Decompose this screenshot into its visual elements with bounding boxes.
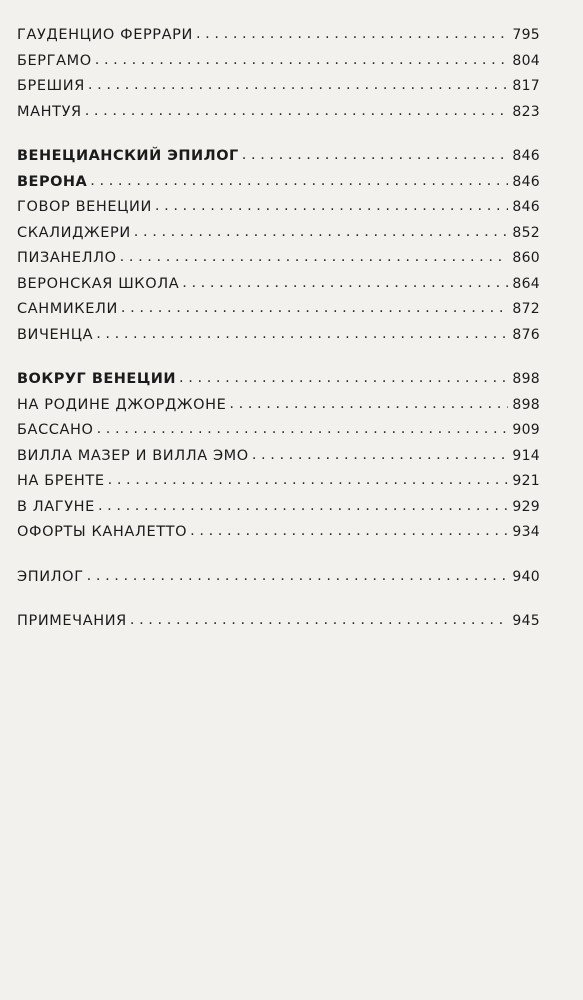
toc-entry[interactable]	[17, 174, 540, 200]
toc-entry-page-number: 823	[512, 103, 540, 120]
dot-leader	[88, 77, 508, 93]
dot-leader	[90, 173, 508, 189]
toc-entry-title: САНМИКЕЛИ	[17, 301, 118, 317]
toc-entry-page-number: 846	[512, 148, 540, 164]
toc-entry[interactable]	[17, 448, 540, 474]
toc-entry[interactable]	[17, 53, 540, 79]
toc-entry-page-number: 852	[512, 224, 540, 241]
toc-entry-title: В ЛАГУНЕ	[17, 498, 95, 515]
table-of-contents	[17, 27, 540, 639]
toc-entry[interactable]	[17, 250, 540, 276]
toc-entry[interactable]	[17, 371, 540, 397]
dot-leader	[242, 147, 509, 163]
toc-entry-title: ВОКРУГ ВЕНЕЦИИ	[17, 371, 177, 387]
toc-entry-page-number: 909	[512, 422, 540, 438]
dot-leader	[96, 326, 508, 342]
toc-entry[interactable]	[17, 327, 540, 353]
toc-entry-page-number: 934	[512, 524, 540, 540]
toc-entry-page-number: 860	[512, 250, 540, 266]
section-gap	[17, 550, 540, 569]
toc-entry-title: НА БРЕНТЕ	[17, 473, 105, 489]
toc-entry[interactable]	[17, 613, 540, 639]
toc-entry-page-number: 876	[512, 326, 540, 343]
toc-entry-title: ВЕРОНА	[17, 173, 88, 190]
dot-leader	[85, 103, 509, 119]
toc-entry-title: ВЕРОНСКАЯ ШКОЛА	[17, 275, 180, 292]
toc-entry-page-number: 817	[512, 78, 540, 94]
toc-entry-page-number: 898	[512, 396, 540, 413]
dot-leader	[130, 612, 509, 628]
dot-leader	[95, 52, 509, 68]
toc-entry-page-number: 804	[512, 52, 540, 69]
toc-entry-title: ПРИМЕЧАНИЯ	[17, 613, 127, 629]
dot-leader	[87, 568, 509, 584]
dot-leader	[229, 396, 508, 412]
toc-entry-title: ГОВОР ВЕНЕЦИИ	[17, 199, 152, 215]
toc-entry-title: БАССАНО	[17, 422, 94, 438]
toc-entry-page-number: 929	[512, 498, 540, 515]
toc-entry[interactable]	[17, 422, 540, 448]
toc-entry[interactable]	[17, 148, 540, 174]
toc-entry-title: ПИЗАНЕЛЛО	[17, 250, 117, 266]
dot-leader	[196, 26, 508, 42]
toc-entry-page-number: 864	[512, 275, 540, 292]
toc-entry-title: ЭПИЛОГ	[17, 568, 84, 585]
dot-leader	[155, 198, 508, 214]
toc-entry-title: ВЕНЕЦИАНСКИЙ ЭПИЛОГ	[17, 148, 239, 164]
toc-entry-page-number: 914	[512, 447, 540, 464]
toc-entry-title: ВИЛЛА МАЗЕР И ВИЛЛА ЭМО	[17, 447, 249, 464]
toc-entry[interactable]	[17, 104, 540, 130]
dot-leader	[182, 275, 508, 291]
dot-leader	[120, 249, 509, 265]
toc-entry-page-number: 898	[512, 371, 540, 387]
toc-entry-page-number: 872	[512, 301, 540, 317]
toc-entry-title: БЕРГАМО	[17, 52, 92, 69]
toc-entry[interactable]	[17, 499, 540, 525]
toc-entry-title: ВИЧЕНЦА	[17, 326, 94, 343]
toc-entry-title: ОФОРТЫ КАНАЛЕТТО	[17, 524, 188, 540]
toc-entry[interactable]	[17, 225, 540, 251]
dot-leader	[134, 224, 509, 240]
toc-entry-page-number: 940	[512, 568, 540, 585]
dot-leader	[97, 421, 509, 437]
toc-entry[interactable]	[17, 276, 540, 302]
section-gap	[17, 594, 540, 613]
toc-entry[interactable]	[17, 199, 540, 225]
toc-entry-page-number: 846	[512, 173, 540, 190]
dot-leader	[190, 523, 508, 539]
toc-entry-page-number: 795	[512, 27, 540, 43]
toc-entry-title: СКАЛИДЖЕРИ	[17, 224, 131, 241]
dot-leader	[252, 447, 509, 463]
section-gap	[17, 352, 540, 371]
toc-entry-page-number: 846	[512, 199, 540, 215]
toc-entry-page-number: 921	[512, 473, 540, 489]
toc-entry[interactable]	[17, 524, 540, 550]
toc-entry-title: НА РОДИНЕ ДЖОРДЖОНЕ	[17, 396, 227, 413]
dot-leader	[121, 300, 508, 316]
toc-entry[interactable]	[17, 473, 540, 499]
toc-entry[interactable]	[17, 78, 540, 104]
toc-entry[interactable]	[17, 301, 540, 327]
dot-leader	[108, 472, 509, 488]
dot-leader	[98, 498, 508, 514]
toc-entry[interactable]	[17, 569, 540, 595]
toc-entry[interactable]	[17, 27, 540, 53]
toc-entry-title: ГАУДЕНЦИО ФЕРРАРИ	[17, 27, 193, 43]
toc-entry[interactable]	[17, 397, 540, 423]
toc-entry-title: МАНТУЯ	[17, 103, 82, 120]
dot-leader	[179, 370, 508, 386]
toc-entry-title: БРЕШИЯ	[17, 78, 85, 94]
section-gap	[17, 129, 540, 148]
toc-entry-page-number: 945	[512, 613, 540, 629]
